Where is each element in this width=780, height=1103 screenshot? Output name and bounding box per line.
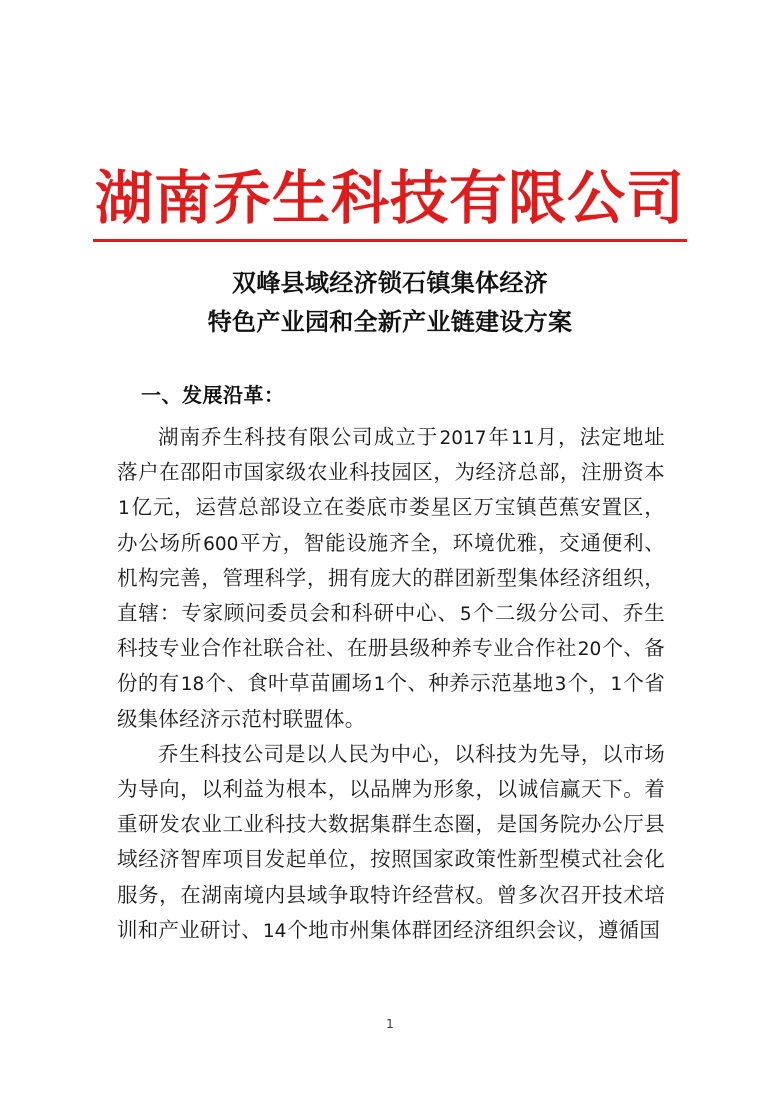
paragraph-philosophy: 乔生科技公司是以人民为中心，以科技为先导，以市场为导向，以利益为根本，以品牌为形象，以诚信赢天下。着重研发农业工业科技大数据集群生态圈，是国务院办公厅县域经济智库项目发起单位，按照国家政策性新型模式社会化服务，在湖南境内县域争取特许经营权。曾多次召开技术培训和产业研讨、14个地市州集体群团经济组织会议，遵循国 [117, 743, 665, 942]
company-title: 湖南乔生科技有限公司 [93, 165, 687, 242]
inline-number: 14 [262, 920, 287, 942]
inline-number: 3 [554, 674, 567, 696]
inline-number: 1 [610, 674, 623, 696]
document-subtitle [90, 264, 690, 342]
inline-number: 2017 [439, 428, 487, 449]
inline-number: 20 [577, 639, 602, 661]
document-body [117, 378, 665, 949]
inline-number: 5 [459, 604, 472, 626]
document-subtitle-line-2: 特色产业园和全新产业链建设方案 [207, 308, 573, 336]
inline-number: 18 [180, 674, 205, 696]
company-title-container [0, 126, 780, 281]
page-number: 1 [386, 1017, 394, 1031]
inline-number: 1 [118, 498, 130, 520]
paragraph-history: 湖南乔生科技有限公司成立于2017年11月，法定地址落户在邵阳市国家级农业科技园区，为经济总部，注册资本1亿元，运营总部设立在娄底市娄星区万宝镇芭蕉安置区，办公场所600平方，智能设施齐全，环境优雅，交通便利、机构完善，管理科学，拥有庞大的群团新型集体经济组织，直辖：专家顾问委员会和科研中心、5个二级分公司、乔生科技专业合作社联合社、在册县级种养专业合作社20个、备份的有18个、食叶草苗圃场1个、种养示范基地3个，1个省级集体经济示范村联盟体。 [117, 427, 666, 731]
inline-number: 11 [511, 428, 535, 449]
document-subtitle-line-1: 双峰县域经济锁石镇集体经济 [232, 269, 548, 297]
section-heading-development-history: 一、发展沿革： [141, 383, 285, 407]
inline-number: 1 [373, 674, 386, 696]
inline-number: 600 [203, 533, 239, 555]
